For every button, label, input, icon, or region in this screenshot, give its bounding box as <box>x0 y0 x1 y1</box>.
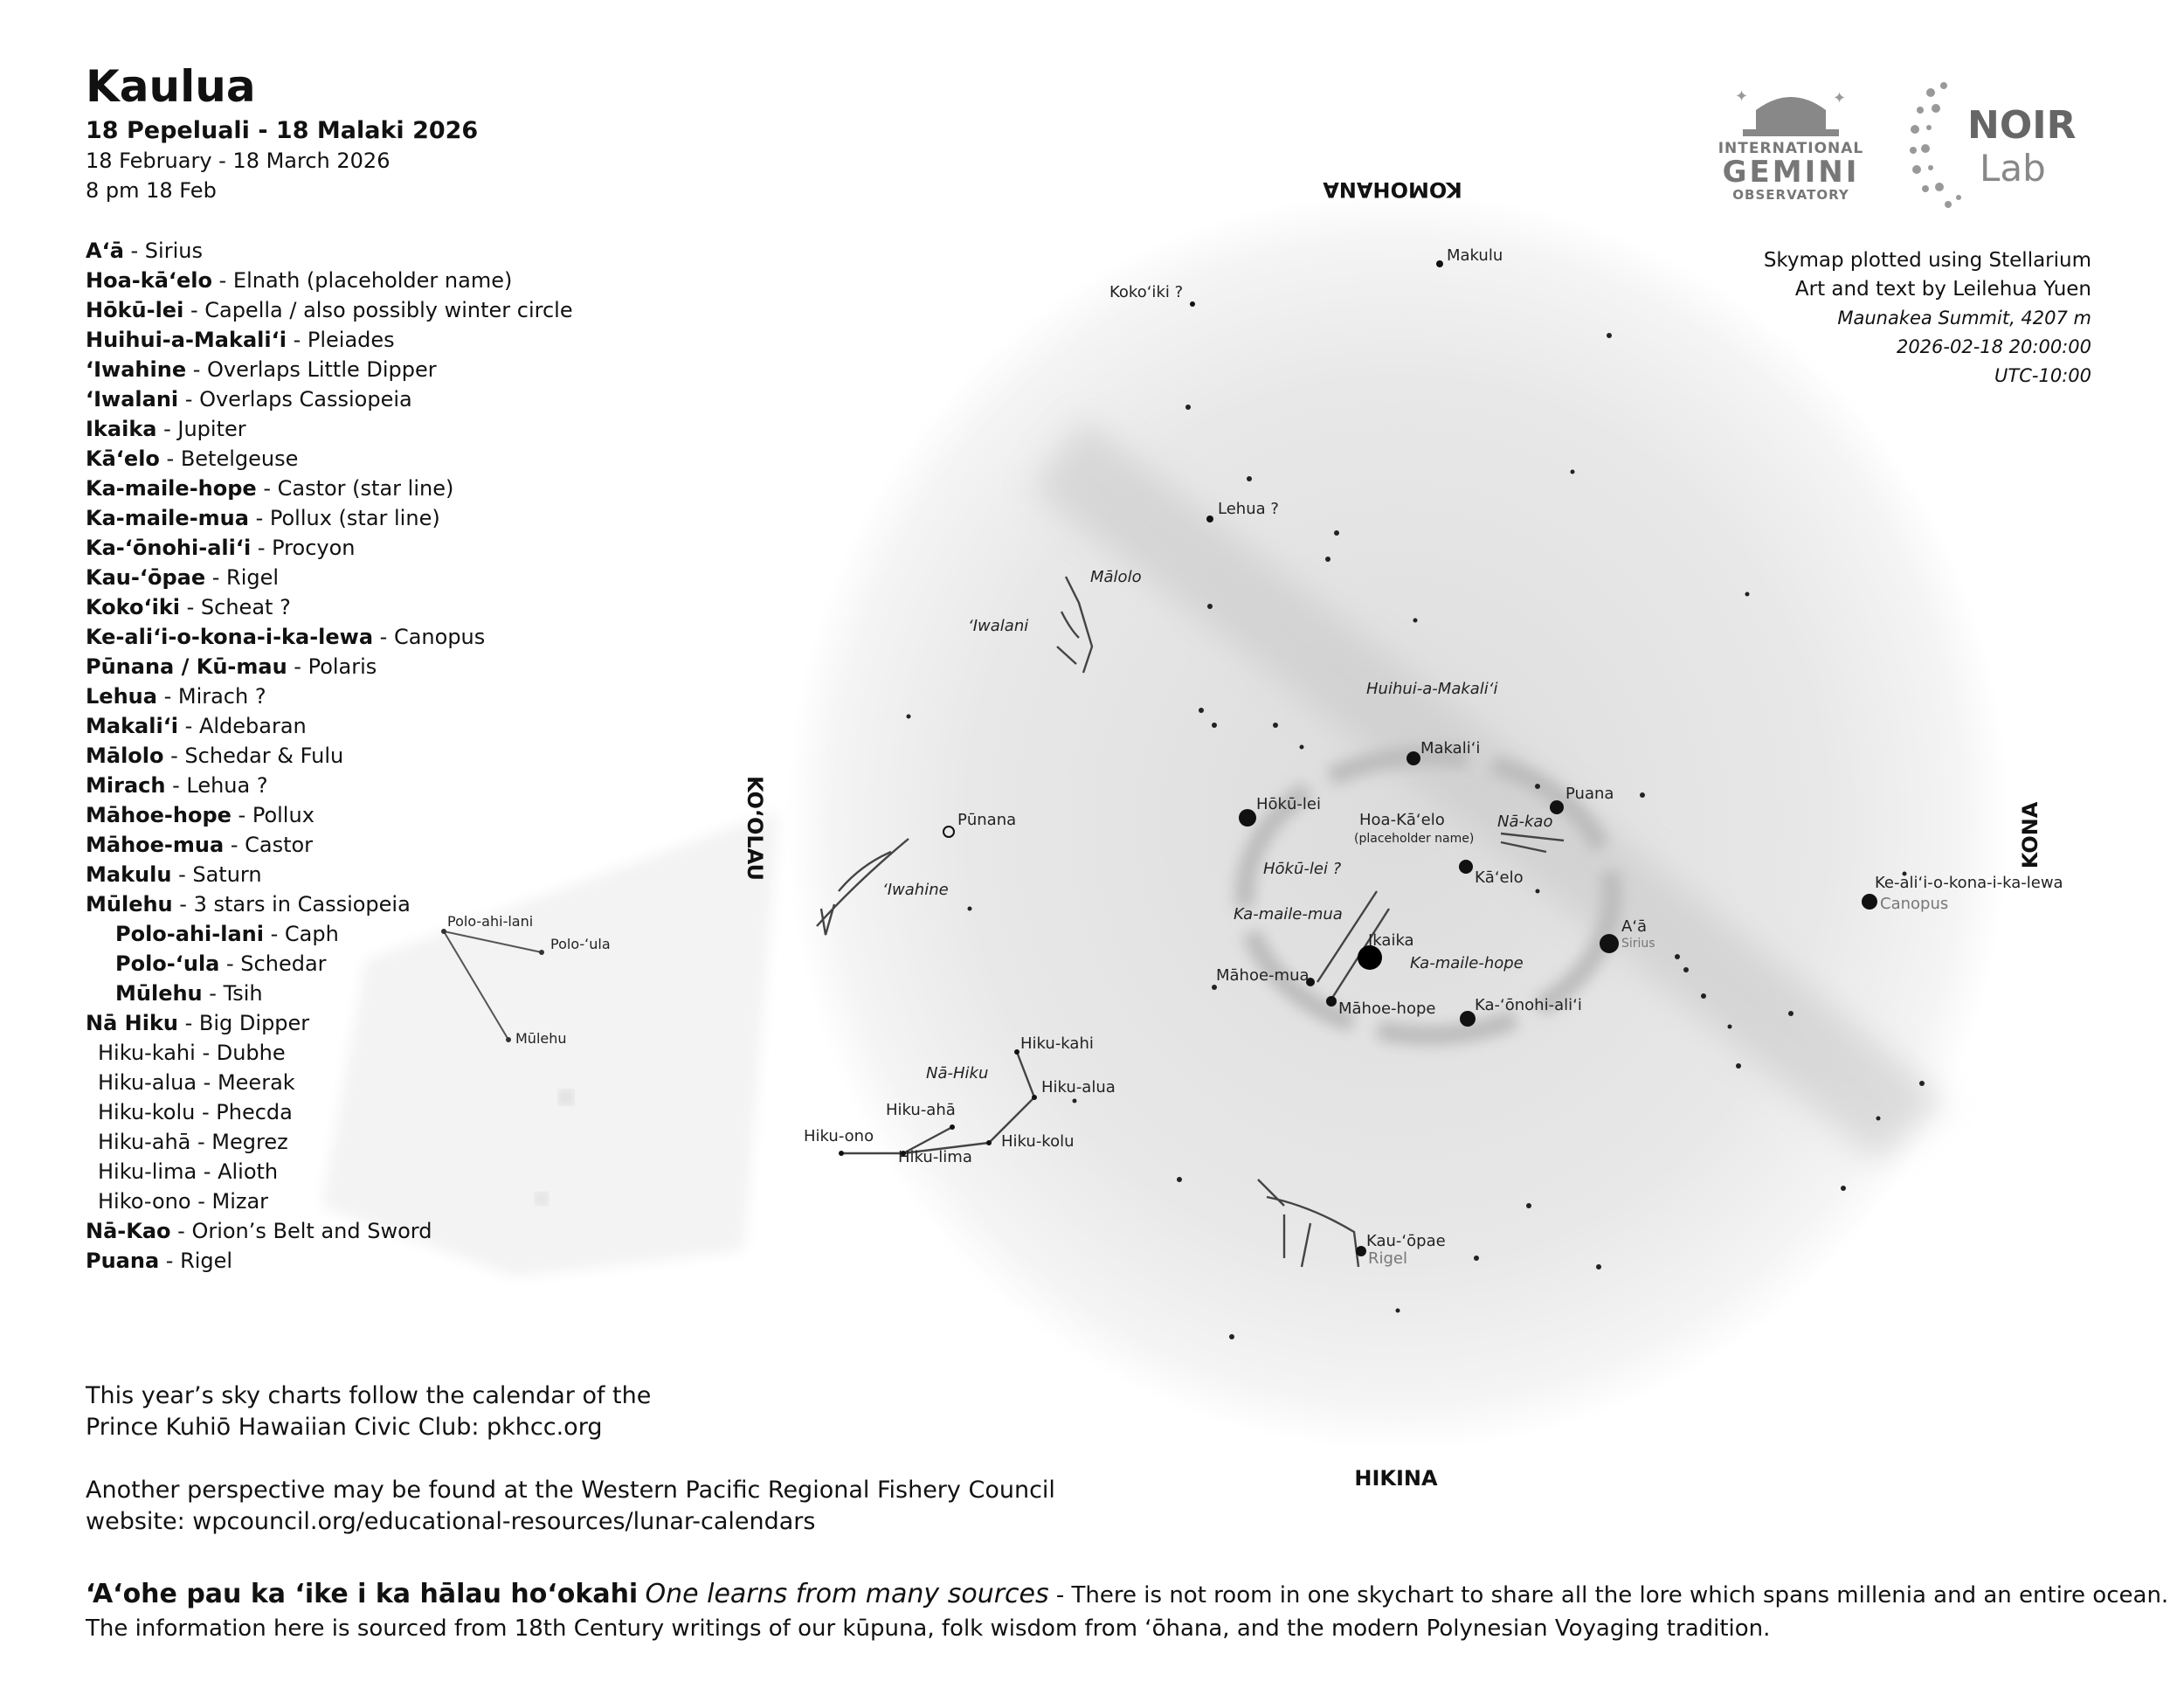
label-mulehu: Mūlehu <box>515 1030 567 1047</box>
legend-row <box>86 236 573 266</box>
legend-row <box>86 414 573 444</box>
legend-desc: - Sirius <box>123 239 203 263</box>
label-nakao: Nā-kao <box>1497 813 1553 831</box>
star-hikukahi <box>1014 1049 1019 1055</box>
legend-name: Mūlehu <box>115 981 203 1006</box>
legend-row <box>86 741 573 771</box>
chart-time: 8 pm 18 Feb <box>86 178 217 203</box>
legend-desc: - Orion’s Belt and Sword <box>170 1219 432 1243</box>
legend-desc: - Scheat ? <box>180 595 291 619</box>
label-iwahine: ʻIwahine <box>882 881 949 899</box>
proverb-block <box>86 1578 2169 1645</box>
label-hikukahi: Hiku-kahi <box>1020 1034 1094 1053</box>
legend-name: Kāʻelo <box>86 446 160 471</box>
star-kokoiki <box>1190 301 1195 307</box>
legend-desc: - Schedar <box>219 951 327 976</box>
legend-name: Ikaika <box>86 417 157 441</box>
note-line-1: This year’s sky charts follow the calendar of the <box>86 1382 652 1409</box>
legend-row <box>86 681 573 711</box>
legend-row <box>86 1157 573 1186</box>
proverb-hawaiian: ʻAʻohe pau ka ʻike i ka hālau hoʻokahi <box>86 1579 639 1609</box>
star-mahoehope <box>1326 996 1337 1007</box>
legend-desc: - Jupiter <box>156 417 246 441</box>
legend-row <box>86 592 573 622</box>
legend-desc: Hiku-alua - Meerak <box>98 1070 295 1095</box>
legend-desc: Hiko-ono - Mizar <box>98 1189 269 1214</box>
legend-row <box>86 800 573 830</box>
legend-desc: - 3 stars in Cassiopeia <box>172 892 411 917</box>
legend-desc: - Capella / also possibly winter circle <box>183 298 573 322</box>
svg-text:✦: ✦ <box>1735 87 1749 106</box>
label-malolo: Mālolo <box>1090 568 1142 586</box>
legend-row <box>86 295 573 325</box>
label-hikuono: Hiku-ono <box>804 1127 874 1145</box>
legend-name: Māhoe-hope <box>86 803 232 827</box>
gemini-line3: OBSERVATORY <box>1732 187 1849 203</box>
legend-name: Puana <box>86 1249 160 1273</box>
legend-desc: - Mirach ? <box>156 684 266 709</box>
label-lehua: Lehua ? <box>1218 500 1279 518</box>
proverb-translation: One learns from many sources <box>645 1579 1049 1609</box>
star-hikualua <box>1032 1095 1037 1100</box>
label-punana: Pūnana <box>957 811 1017 829</box>
star-hikuono <box>839 1151 844 1156</box>
label-placeholder: (placeholder name) <box>1354 832 1475 846</box>
gemini-line1: INTERNATIONAL <box>1717 140 1864 157</box>
gemini-logo <box>1712 84 1870 203</box>
legend-row <box>86 711 573 741</box>
legend-desc: - Aldebaran <box>178 714 307 738</box>
dates-english: 18 February - 18 March 2026 <box>86 149 390 173</box>
legend-name: Mālolo <box>86 744 164 768</box>
dir-south: HIKINA <box>1354 1466 1438 1491</box>
star-kealii <box>1862 894 1877 910</box>
label-mahoehope: Māhoe-hope <box>1338 1000 1436 1018</box>
legend-row <box>86 622 573 652</box>
legend-name: Makulu <box>86 862 172 887</box>
legend-desc: - Elnath (placeholder name) <box>212 268 513 293</box>
legend-row <box>86 1068 573 1097</box>
legend-desc: - Saturn <box>171 862 262 887</box>
proverb-rest-2: The information here is sourced from 18th Century writings of our kūpuna, folk wisdom from ʻōhana, and the modern Polynesian Voyaging tradition. <box>86 1615 1771 1642</box>
label-makalii: Makaliʻi <box>1420 739 1481 758</box>
legend-name: Ka-maile-mua <box>86 506 249 530</box>
legend-desc: - Pollux <box>231 803 314 827</box>
legend-desc: Hiku-kolu - Phecda <box>98 1100 293 1124</box>
legend-name: Makaliʻi <box>86 714 179 738</box>
label-poloahilani: Polo-ahi-lani <box>447 913 534 930</box>
legend-row <box>86 563 573 592</box>
legend-desc: - Tsih <box>202 981 263 1006</box>
note-line-3: Another perspective may be found at the Western Pacific Regional Fishery Council <box>86 1477 1055 1504</box>
label-poloula: Polo-ʻula <box>550 936 611 952</box>
star-kauopae <box>1356 1246 1366 1256</box>
legend-desc: - Overlaps Cassiopeia <box>178 387 412 412</box>
legend-name: Hoa-kāʻelo <box>86 268 212 293</box>
legend-row <box>86 384 573 414</box>
legend-row <box>86 474 573 503</box>
legend-desc: - Castor (star line) <box>256 476 454 501</box>
noirlab-line1: NOIR <box>1967 103 2077 148</box>
label-puana: Puana <box>1565 785 1614 803</box>
label-makulu: Makulu <box>1447 246 1503 265</box>
label-kamailemua: Ka-maile-mua <box>1234 905 1343 924</box>
label-huihui: Huihui-a-Makaliʻi <box>1366 680 1498 698</box>
label-hokulei: Hōkū-lei <box>1256 795 1321 813</box>
star-lehua <box>1206 515 1213 522</box>
legend-desc: - Procyon <box>251 536 356 560</box>
gemini-line2: GEMINI <box>1722 155 1860 190</box>
proverb-rest-1: - There is not room in one skychart to share all the lore which spans millenia and an entire ocean. <box>1048 1582 2169 1608</box>
star-makulu <box>1436 260 1443 267</box>
legend-name: Polo-ahi-lani <box>115 922 264 946</box>
legend-desc: - Canopus <box>373 625 486 649</box>
label-hikukolu: Hiku-kolu <box>1001 1132 1075 1151</box>
star-kaelo <box>1459 860 1473 874</box>
legend-row <box>86 1038 573 1068</box>
legend-name: ʻIwalani <box>86 387 179 412</box>
label-hikualua: Hiku-alua <box>1041 1078 1116 1097</box>
label-nahiku: Nā-Hiku <box>926 1064 989 1083</box>
legend-desc: Hiku-lima - Alioth <box>98 1159 279 1184</box>
legend-desc: - Rigel <box>205 565 280 590</box>
credit-author: Art and text by Leilehua Yuen <box>1794 278 2091 301</box>
star-hikuaha <box>950 1124 955 1130</box>
dates-hawaiian: 18 Pepeluali - 18 Malaki 2026 <box>86 117 479 144</box>
legend-name: ʻIwahine <box>86 357 187 382</box>
legend-name: Polo-ʻula <box>115 951 220 976</box>
legend-row <box>86 1097 573 1127</box>
legend-desc: Hiku-kahi - Dubhe <box>98 1041 286 1065</box>
legend-desc: - Castor <box>224 833 314 857</box>
legend-desc: - Rigel <box>159 1249 233 1273</box>
legend-name: Hōkū-lei <box>86 298 184 322</box>
dir-north: KOMOHANA <box>1323 177 1462 202</box>
legend-name: Lehua <box>86 684 157 709</box>
legend-desc: - Pollux (star line) <box>248 506 440 530</box>
legend-name: Aʻā <box>86 239 124 263</box>
svg-text:✦: ✦ <box>1833 89 1847 107</box>
dir-east: KONA <box>2018 801 2042 869</box>
legend-row <box>86 860 573 889</box>
star-aa <box>1600 934 1619 953</box>
label-sirius: Sirius <box>1621 937 1655 951</box>
noirlab-logo <box>1904 75 2097 224</box>
legend-desc: - Big Dipper <box>178 1011 310 1035</box>
legend-name: Kokoʻiki <box>86 595 180 619</box>
legend-desc: - Lehua ? <box>165 773 268 798</box>
legend-name: Huihui-a-Makaliʻi <box>86 328 287 352</box>
legend-row <box>86 355 573 384</box>
label-kealii: Ke-aliʻi-o-kona-i-ka-lewa <box>1875 874 2063 892</box>
legend-row <box>86 266 573 295</box>
label-ikaika: Ikaika <box>1368 931 1414 950</box>
notes-block <box>86 1380 1055 1538</box>
credit-datetime: 2026-02-18 20:00:00 <box>1896 336 2091 357</box>
note-line-4: website: wpcouncil.org/educational-resources/lunar-calendars <box>86 1508 816 1535</box>
legend-desc: - Overlaps Little Dipper <box>186 357 437 382</box>
legend-row <box>86 1246 573 1276</box>
legend-row <box>86 1186 573 1216</box>
star-hokulei <box>1239 809 1256 827</box>
legend-row <box>86 1216 573 1246</box>
legend-row <box>86 533 573 563</box>
legend-name: Mūlehu <box>86 892 173 917</box>
label-iwalani: ʻIwalani <box>968 617 1029 635</box>
legend-name: Mirach <box>86 773 166 798</box>
legend-row <box>86 325 573 355</box>
label-hokulei-q: Hōkū-lei ? <box>1263 860 1342 878</box>
credit-location: Maunakea Summit, 4207 m <box>1837 308 2091 329</box>
credit-stellarium: Skymap plotted using Stellarium <box>1763 249 2091 272</box>
label-kaelo: Kāʻelo <box>1475 868 1524 887</box>
noirlab-line2: Lab <box>1980 147 2046 190</box>
star-legend <box>86 236 573 1276</box>
label-aa: Aʻā <box>1621 917 1648 936</box>
legend-name: Pūnana / Kū-mau <box>86 654 287 679</box>
legend-name: Ka-ʻōnohi-aliʻi <box>86 536 252 560</box>
page-title: Kaulua <box>86 61 256 112</box>
legend-row <box>86 1127 573 1157</box>
dir-west: KOʻOLAU <box>743 775 767 882</box>
label-rigel: Rigel <box>1368 1249 1408 1268</box>
star-kaonohi <box>1460 1011 1476 1027</box>
observatory-dome-icon <box>1730 84 1852 136</box>
legend-name: Māhoe-mua <box>86 833 225 857</box>
legend-name: Ka-maile-hope <box>86 476 257 501</box>
legend-desc: - Betelgeuse <box>159 446 299 471</box>
legend-row <box>86 444 573 474</box>
legend-desc: - Polaris <box>287 654 377 679</box>
legend-row <box>86 503 573 533</box>
legend-desc: Hiku-ahā - Megrez <box>98 1130 288 1154</box>
legend-row <box>86 919 573 949</box>
label-kauopae: Kau-ʻōpae <box>1366 1232 1446 1250</box>
legend-row <box>86 771 573 800</box>
legend-name: Nā-Kao <box>86 1219 171 1243</box>
note-line-2: Prince Kuhiō Hawaiian Civic Club: pkhcc.org <box>86 1414 603 1441</box>
legend-name: Nā Hiku <box>86 1011 178 1035</box>
legend-name: Kau-ʻōpae <box>86 565 206 590</box>
label-hikuaha: Hiku-ahā <box>886 1101 956 1119</box>
legend-row <box>86 889 573 919</box>
label-kokoiki: Kokoʻiki ? <box>1109 283 1184 301</box>
label-hoakaelo: Hoa-Kāʻelo <box>1359 811 1445 829</box>
credits-block <box>1764 246 2091 391</box>
legend-desc: - Caph <box>263 922 339 946</box>
legend-desc: - Pleiades <box>286 328 395 352</box>
label-hikulima: Hiku-lima <box>898 1148 972 1166</box>
star-makalii <box>1406 751 1420 765</box>
star-hikukolu <box>986 1140 992 1145</box>
legend-row <box>86 979 573 1008</box>
legend-row <box>86 1008 573 1038</box>
label-mahoemua: Māhoe-mua <box>1216 966 1310 985</box>
legend-name: Ke-aliʻi-o-kona-i-ka-lewa <box>86 625 374 649</box>
label-kaonohi: Ka-ʻōnohi-aliʻi <box>1475 996 1582 1014</box>
legend-row <box>86 830 573 860</box>
label-canopus: Canopus <box>1880 895 1949 913</box>
label-kamailehope: Ka-maile-hope <box>1410 954 1524 972</box>
credit-timezone: UTC-10:00 <box>1994 365 2091 386</box>
legend-desc: - Schedar & Fulu <box>163 744 344 768</box>
legend-row <box>86 949 573 979</box>
legend-row <box>86 652 573 681</box>
